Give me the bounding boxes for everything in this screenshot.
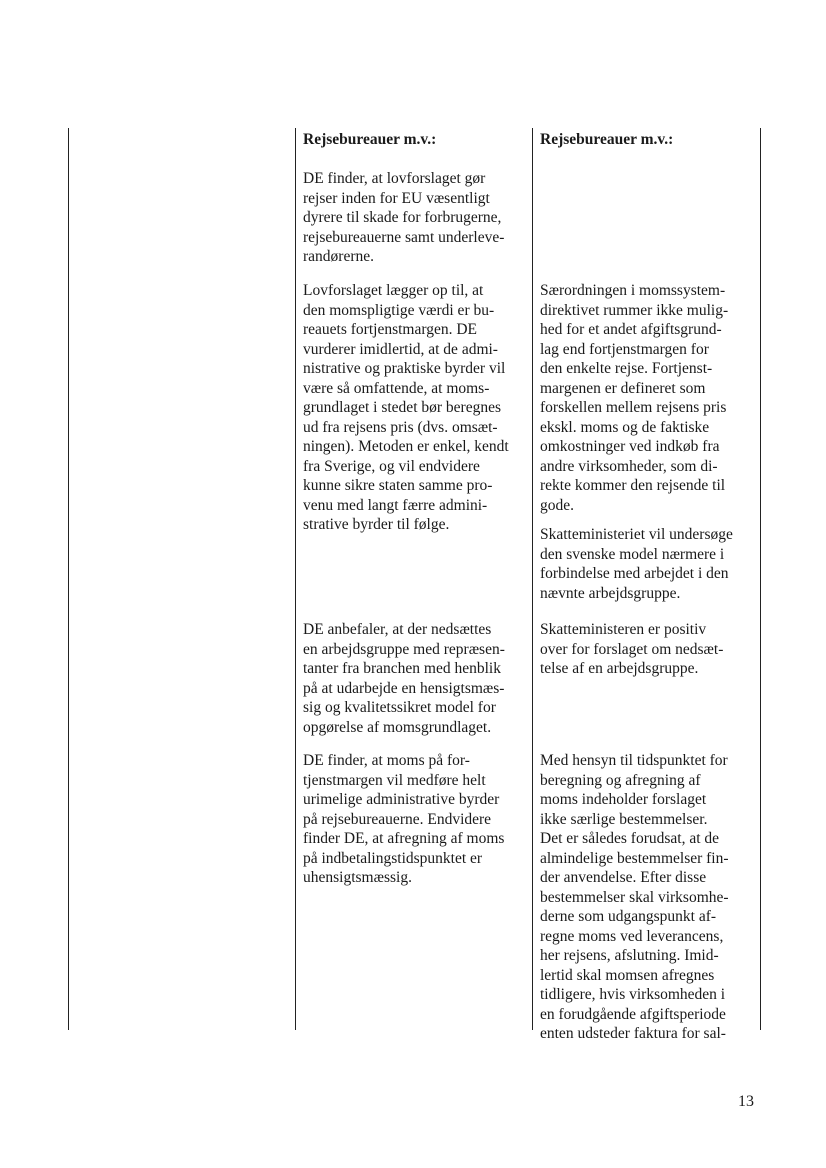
table-border-right xyxy=(760,128,761,1030)
table-border-column-1 xyxy=(295,128,296,1030)
left-column-heading: Rejsebureauer m.v.: xyxy=(303,131,437,148)
left-paragraph-3: DE anbefaler, at der nedsættes en arbejdsgruppe med repræsen- tanter fra branchen med henblik på at udarbejde en hensigtsmæs- sig og kvalitetssikret model for opgørelse af momsgrundlaget. xyxy=(303,621,505,736)
left-paragraph-4: DE finder, at moms på for- tjenstmargen vil medføre helt urimelige administrative byrder på rejsebureauerne. Endvidere finder DE, at afregning af moms på indbetalingstidspunktet er uhensigtsmæssig. xyxy=(303,752,505,886)
right-paragraph-4: Med hensyn til tidspunktet for beregning og afregning af moms indeholder forslaget ikke særlige bestemmelser. Det er således forudsat, at de almindelige bestemmelser fin- der anvendelse. Efter disse bestemmelser skal virksomhe- derne som udgangspunkt af- regne moms ved leverancens, her rejsens, afslutning. Imid- lertid skal momsen afregnes tidligere, hvis virksomheden i en forudgående afgiftsperiode enten udsteder faktura for sal- xyxy=(540,752,729,1042)
page-number: 13 xyxy=(738,1093,754,1110)
right-paragraph-2: Skatteministeriet vil undersøge den svenske model nærmere i forbindelse med arbejdet i den nævnte arbejdsgruppe. xyxy=(540,526,733,602)
left-paragraph-1: DE finder, at lovforslaget gør rejser inden for EU væsentligt dyrere til skade for forbrugerne, rejsebureauerne samt underleve- randørerne. xyxy=(303,170,505,265)
right-column-heading: Rejsebureauer m.v.: xyxy=(540,131,674,148)
table-border-column-2 xyxy=(532,128,533,1030)
right-paragraph-3: Skatteministeren er positiv over for forslaget om nedsæt- telse af en arbejdsgruppe. xyxy=(540,621,724,677)
right-paragraph-1: Særordningen i momssystem- direktivet rummer ikke mulig- hed for et andet afgiftsgrund- lag end fortjenstmargen for den enkelte rejse. Fortjenst- margenen er defineret som forskellen mellem rejsens pris ekskl. moms og de faktiske omkostninger ved indkøb fra andre virksomheder, som di- rekte kommer den rejsende til gode. xyxy=(540,282,729,514)
left-paragraph-2: Lovforslaget lægger op til, at den momspligtige værdi er bu- reauets fortjenstmargen. DE vurderer imidlertid, at de admi- nistrative og praktiske byrder vil være så omfattende, at moms- grundlaget i stedet bør beregnes ud fra rejsens pris (dvs. omsæt- ningen). Metoden er enkel, kendt fra Sverige, og vil endvidere kunne sikre staten samme pro- venu med langt færre admini- strative byrder til følge. xyxy=(303,282,509,533)
table-border-left xyxy=(68,128,69,1030)
